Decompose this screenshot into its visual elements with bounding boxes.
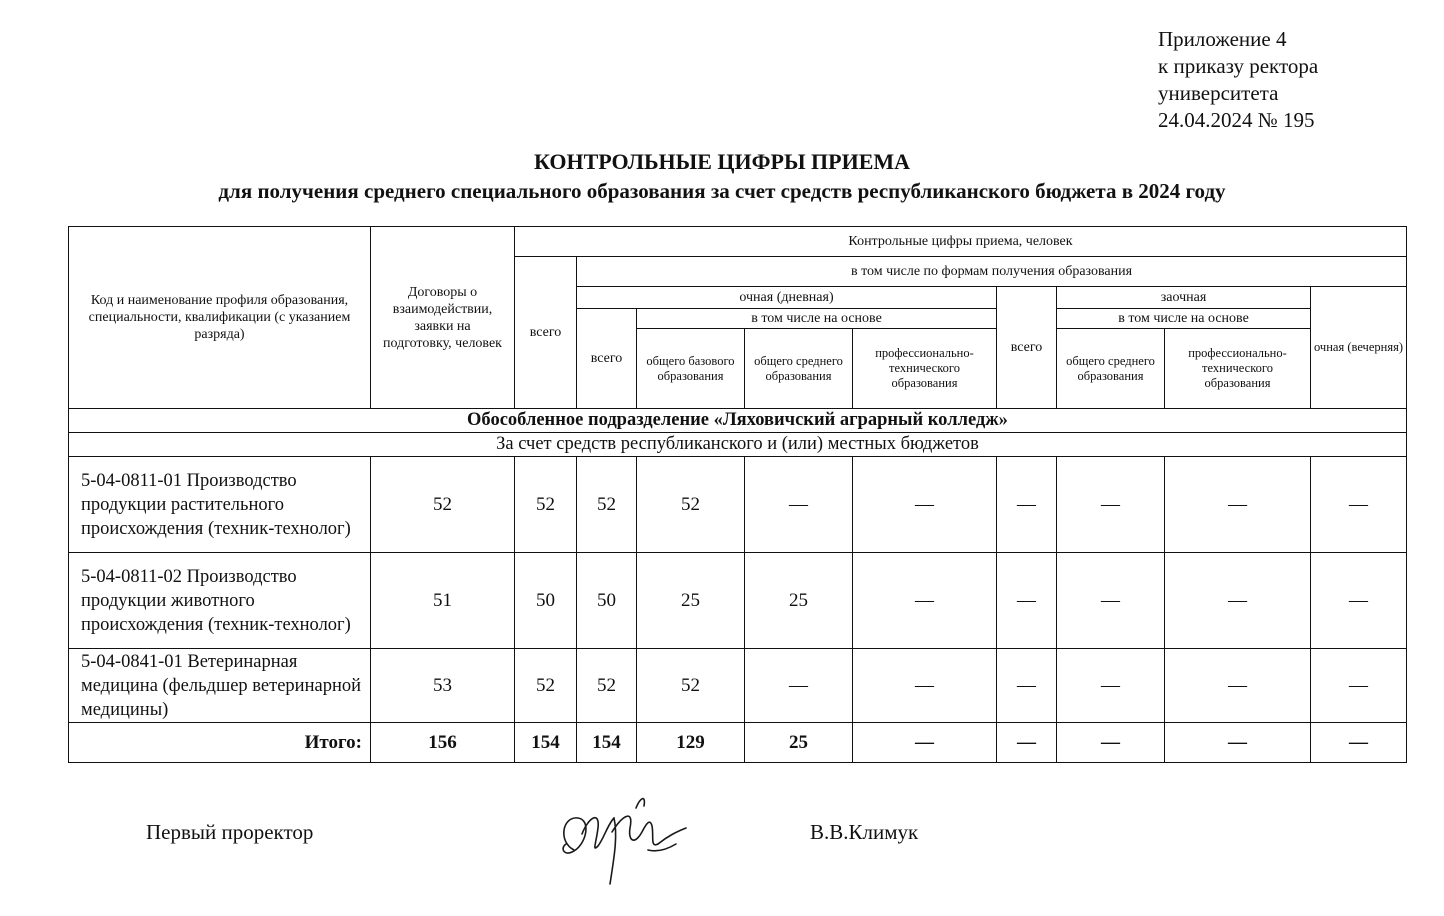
- header-fulltime-total: всего: [577, 309, 637, 409]
- signature-icon: [552, 788, 702, 893]
- appendix-reference: [1158, 26, 1318, 134]
- total-ft-basic: 129: [637, 723, 745, 763]
- header-general-basic: общего базового образования: [637, 329, 745, 409]
- cell-corr-vocational: —: [1165, 649, 1311, 723]
- appendix-number: Приложение 4: [1158, 27, 1287, 51]
- cell-corr-total: —: [997, 553, 1057, 649]
- appendix-order: к приказу ректора: [1158, 54, 1319, 78]
- total-ft-secondary: 25: [745, 723, 853, 763]
- cell-corr-secondary: —: [1057, 649, 1165, 723]
- cell-ft-basic: 25: [637, 553, 745, 649]
- table-row: [69, 649, 1407, 723]
- cell-total: 52: [515, 649, 577, 723]
- cell-ft-basic: 52: [637, 457, 745, 553]
- cell-total: 52: [515, 457, 577, 553]
- cell-corr-total: —: [997, 649, 1057, 723]
- header-general-secondary: общего среднего образования: [745, 329, 853, 409]
- header-correspondence-total: всего: [997, 287, 1057, 409]
- document-title: КОНТРОЛЬНЫЕ ЦИФРЫ ПРИЕМА: [533, 149, 911, 174]
- division-title: Обособленное подразделение «Ляховичский аграрный колледж»: [69, 409, 1407, 433]
- total-contracts: 156: [371, 723, 515, 763]
- totals-label: Итого:: [69, 723, 371, 763]
- header-vocational: профессионально-технического образования: [853, 329, 997, 409]
- cell-ft-total: 52: [577, 649, 637, 723]
- cell-ft-total: 52: [577, 457, 637, 553]
- header-corr-general-secondary: общего среднего образования: [1057, 329, 1165, 409]
- table-row: [69, 457, 1407, 553]
- header-control-figures: Контрольные цифры приема, человек: [515, 227, 1407, 257]
- cell-ft-basic: 52: [637, 649, 745, 723]
- signer-name: В.В.Климук: [810, 820, 919, 844]
- appendix-date: 24.04.2024 № 195: [1158, 108, 1315, 132]
- cell-ft-secondary: —: [745, 457, 853, 553]
- row-name: 5-04-0811-01 Производство продукции растительного происхождения (техник-технолог): [69, 457, 371, 553]
- cell-ft-vocational: —: [853, 457, 997, 553]
- cell-corr-vocational: —: [1165, 457, 1311, 553]
- header-name: Код и наименование профиля образования, специальности, квалификации (с указанием разряда): [69, 227, 371, 409]
- cell-corr-secondary: —: [1057, 553, 1165, 649]
- total-total: 154: [515, 723, 577, 763]
- header-incl-basis-fulltime: в том числе на основе: [637, 309, 997, 329]
- document-subtitle: для получения среднего специального образования за счет средств республиканского бюджета в 2024 году: [218, 179, 1226, 203]
- row-name: 5-04-0811-02 Производство продукции животного происхождения (техник-технолог): [69, 553, 371, 649]
- header-incl-forms: в том числе по формам получения образования: [577, 257, 1407, 287]
- header-evening: очная (вечерняя): [1311, 287, 1407, 409]
- cell-contracts: 52: [371, 457, 515, 553]
- total-evening: —: [1311, 723, 1407, 763]
- header-contracts: Договоры о взаимодействии, заявки на подготовку, человек: [371, 227, 515, 409]
- row-name: 5-04-0841-01 Ветеринарная медицина (фельдшер ветеринарной медицины): [69, 649, 371, 723]
- cell-contracts: 51: [371, 553, 515, 649]
- cell-corr-vocational: —: [1165, 553, 1311, 649]
- total-corr-secondary: —: [1057, 723, 1165, 763]
- cell-evening: —: [1311, 457, 1407, 553]
- total-ft-vocational: —: [853, 723, 997, 763]
- cell-evening: —: [1311, 649, 1407, 723]
- cell-contracts: 53: [371, 649, 515, 723]
- header-corr-vocational: профессионально-технического образования: [1165, 329, 1311, 409]
- signer-position: Первый проректор: [146, 820, 314, 844]
- cell-evening: —: [1311, 553, 1407, 649]
- cell-ft-secondary: 25: [745, 553, 853, 649]
- appendix-university: университета: [1158, 81, 1279, 105]
- cell-ft-vocational: —: [853, 649, 997, 723]
- total-corr-vocational: —: [1165, 723, 1311, 763]
- total-corr-total: —: [997, 723, 1057, 763]
- totals-row: [69, 723, 1407, 763]
- header-incl-basis-correspondence: в том числе на основе: [1057, 309, 1311, 329]
- header-fulltime: очная (дневная): [577, 287, 997, 309]
- funding-source: За счет средств республиканского и (или) местных бюджетов: [69, 433, 1407, 457]
- cell-ft-secondary: —: [745, 649, 853, 723]
- admission-table: [68, 226, 1407, 763]
- header-correspondence: заочная: [1057, 287, 1311, 309]
- cell-corr-secondary: —: [1057, 457, 1165, 553]
- cell-total: 50: [515, 553, 577, 649]
- cell-corr-total: —: [997, 457, 1057, 553]
- header-total: всего: [515, 257, 577, 409]
- table-row: [69, 553, 1407, 649]
- total-ft-total: 154: [577, 723, 637, 763]
- cell-ft-total: 50: [577, 553, 637, 649]
- cell-ft-vocational: —: [853, 553, 997, 649]
